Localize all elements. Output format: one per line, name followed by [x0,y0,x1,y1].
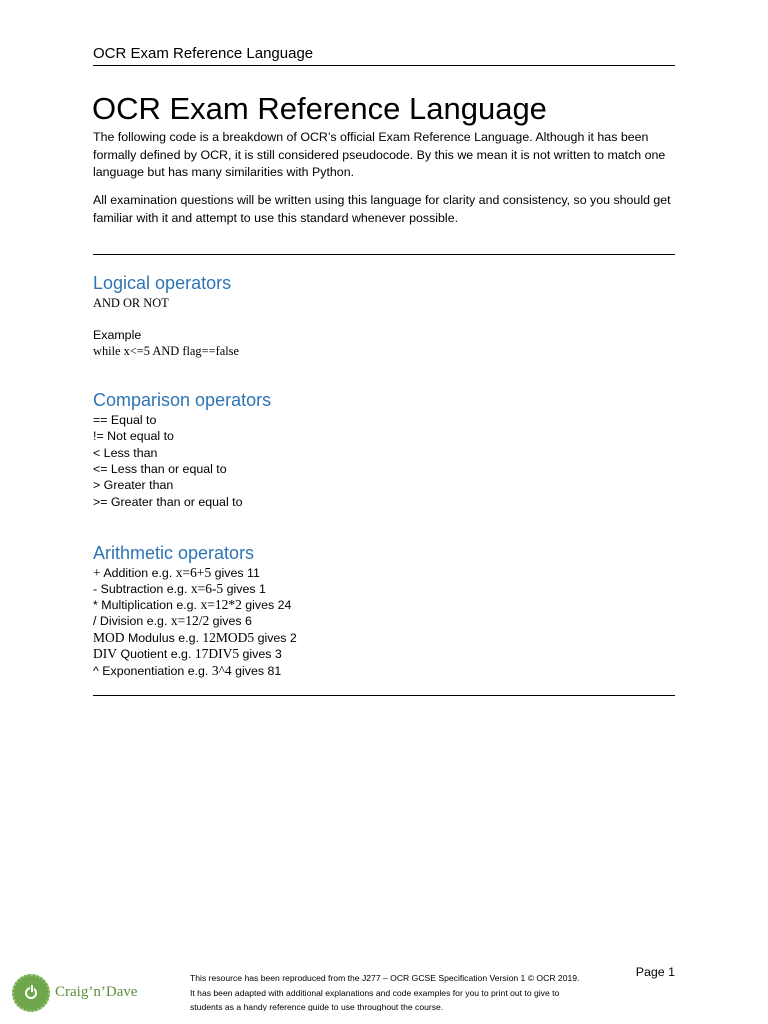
operator-result: gives 6 [209,614,252,628]
operator-example: x=6+5 [175,565,212,580]
arithmetic-item-addition [93,565,260,581]
arithmetic-item-quotient [93,646,282,662]
operator-example: 3^4 [211,663,232,678]
operator-description: Multiplication e.g. [97,598,201,612]
arithmetic-item-modulus [93,630,297,646]
footer-note-line: It has been adapted with additional explanations and code examples for you to print out to give to [190,987,560,998]
arithmetic-item-division [93,613,252,629]
page-title: OCR Exam Reference Language [92,91,547,126]
arithmetic-item-exponentiation [93,663,281,679]
operator-example: x=12*2 [200,597,242,612]
operator-description: Addition e.g. [100,566,176,580]
operator-description: Quotient e.g. [117,647,195,661]
footer-note [190,971,620,1011]
operator-symbol: - [93,582,98,596]
logo-badge [12,974,50,1012]
footer-note-line: This resource has been reproduced from the J277 – OCR GCSE Specification Version 1 © OCR 2019. [190,973,580,983]
example-label: Example [93,328,142,342]
operator-description: Division e.g. [96,614,171,628]
comparison-item: == Equal to [93,413,157,427]
operator-result: gives 1 [223,582,266,596]
operator-example: 17DIV5 [194,646,240,661]
section-divider [93,254,675,255]
logical-operators-list: AND OR NOT [93,296,169,310]
operator-symbol: MOD [93,630,125,645]
logical-operators-heading: Logical operators [93,273,232,293]
operator-example: x=6-5 [190,581,224,596]
arithmetic-operators-heading: Arithmetic operators [93,543,255,563]
comparison-operators-heading: Comparison operators [93,390,272,410]
operator-result: gives 11 [211,566,260,580]
operator-example: x=12/2 [170,613,210,628]
intro-paragraph-2: All examination questions will be written using this language for clarity and consistency, so you should get familiar with it and attempt to use this standard whenever possible. [93,193,671,225]
arithmetic-item-multiplication [93,597,291,613]
operator-result: gives 3 [239,647,282,661]
comparison-item: < Less than [93,446,158,460]
operator-symbol: / [93,614,97,628]
operator-description: Modulus e.g. [124,631,203,645]
running-header: OCR Exam Reference Language [93,45,314,62]
comparison-item: >= Greater than or equal to [93,495,243,509]
operator-example: 12MOD5 [202,630,255,645]
operator-symbol: * [93,598,98,612]
operator-symbol: ^ [93,664,99,678]
operator-symbol: + [93,565,101,580]
logo-text: Craig’n’Dave [55,984,138,1000]
header-divider [93,65,675,66]
section-divider [93,695,675,696]
page-number: Page 1 [635,965,675,979]
operator-result: gives 81 [231,664,282,678]
comparison-item: != Not equal to [93,429,174,443]
operator-result: gives 2 [254,631,297,645]
operator-symbol: DIV [93,646,117,661]
craig-n-dave-logo [12,974,152,1014]
power-icon [25,987,37,999]
operator-result: gives 24 [241,598,292,612]
comparison-item: > Greater than [93,478,174,492]
operator-description: Exponentiation e.g. [98,664,212,678]
operator-description: Subtraction e.g. [97,582,191,596]
comparison-item: <= Less than or equal to [93,462,227,476]
arithmetic-item-subtraction [93,581,266,597]
example-code: while x<=5 AND flag==false [93,344,239,358]
footer-note-line: students as a handy reference guide to use throughout the course. [190,1002,444,1011]
intro-paragraph-1: The following code is a breakdown of OCR’s official Exam Reference Language. Although it has been formally defined by OCR, it is still considered pseudocode. By this we mean it is not written to match one language but has many similarities with Python. [93,130,666,179]
